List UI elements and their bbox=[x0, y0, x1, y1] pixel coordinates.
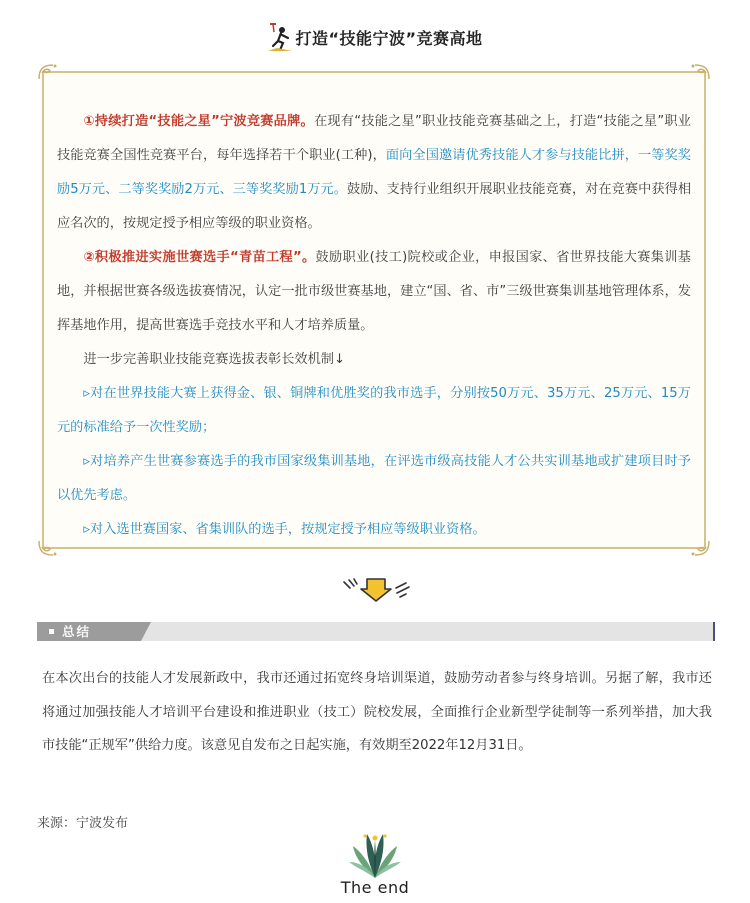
section-title: 打造“技能宁波”竞赛高地 bbox=[295, 28, 483, 48]
item-1-paragraph bbox=[57, 105, 691, 241]
bullet-item: ▹对入选世赛国家、省集训队的选手，按规定授予相应等级职业资格。 bbox=[83, 522, 486, 537]
frame-body bbox=[57, 105, 691, 547]
source-line: 来源：宁波发布 bbox=[37, 816, 129, 831]
down-arrow-icon bbox=[340, 576, 412, 602]
item-1-text-b: 鼓励、支持行业组织开展职业技能竞赛，对在竞赛中获得相应名次的，按规定授予相应等级的职业资格。 bbox=[57, 182, 692, 231]
worker-icon bbox=[267, 22, 293, 52]
bullet-item: ▹对培养产生世赛参赛选手的我市国家级集训基地，在评选市级高技能人才公共实训基地或扩建项目时予以优先考虑。 bbox=[57, 454, 691, 503]
mechanism-intro: 进一步完善职业技能竞赛选拔表彰长效机制↓ bbox=[83, 352, 346, 367]
section-heading bbox=[0, 22, 750, 52]
bullet-item: ▹对在世界技能大赛上获得金、银、铜牌和优胜奖的我市选手，分别按50万元、35万元、25万元、15万元的标准给予一次性奖励； bbox=[57, 386, 691, 435]
the-end-text: The end bbox=[340, 878, 410, 897]
item-1-text-a: 在现有“技能之星”职业技能竞赛基础之上，打造“技能之星”职业技能竞赛全国性竞赛平台，每年选择若干个职业(工种)， bbox=[57, 114, 691, 163]
item-2-text: 鼓励职业(技工)院校或企业，申报国家、省世界技能大赛集训基地，并根据世赛各级选拔赛情况，认定一批市级世赛基地，建立“国、省、市”三级世赛集训基地管理体系，发挥基地作用，提高世赛选手竞技水平和人才培养质量。 bbox=[57, 250, 691, 333]
corner-ornament-icon bbox=[37, 63, 59, 81]
item-2-paragraph bbox=[57, 241, 691, 343]
summary-header-bar bbox=[37, 622, 715, 641]
summary-paragraph: 在本次出台的技能人才发展新政中，我市还通过拓宽终身培训渠道，鼓励劳动者参与终身培训。另据了解，我市还将通过加强技能人才培训平台建设和推进职业（技工）院校发展，全面推行企业新型学徒制等一系列举措，加大我市技能“正规军”供给力度。该意见自发布之日起实施，有效期至2022年12月31日。 bbox=[42, 671, 712, 753]
square-icon bbox=[49, 629, 54, 634]
corner-ornament-icon bbox=[37, 539, 59, 557]
item-2-lead: ②积极推进实施世赛选手“青苗工程”。 bbox=[83, 250, 316, 265]
item-1-lead: ①持续打造“技能之星”宁波竞赛品牌。 bbox=[83, 114, 314, 129]
summary-tab bbox=[37, 622, 141, 641]
summary-label: 总结 bbox=[49, 622, 91, 641]
corner-ornament-icon bbox=[689, 539, 711, 557]
corner-ornament-icon bbox=[689, 63, 711, 81]
content-frame bbox=[37, 63, 711, 557]
item-1-highlight: 面向全国邀请优秀技能人才参与技能比拼，一等奖奖励5万元、二等奖奖励2万元、三等奖奖励1万元。 bbox=[57, 148, 691, 197]
plant-icon bbox=[347, 830, 403, 880]
